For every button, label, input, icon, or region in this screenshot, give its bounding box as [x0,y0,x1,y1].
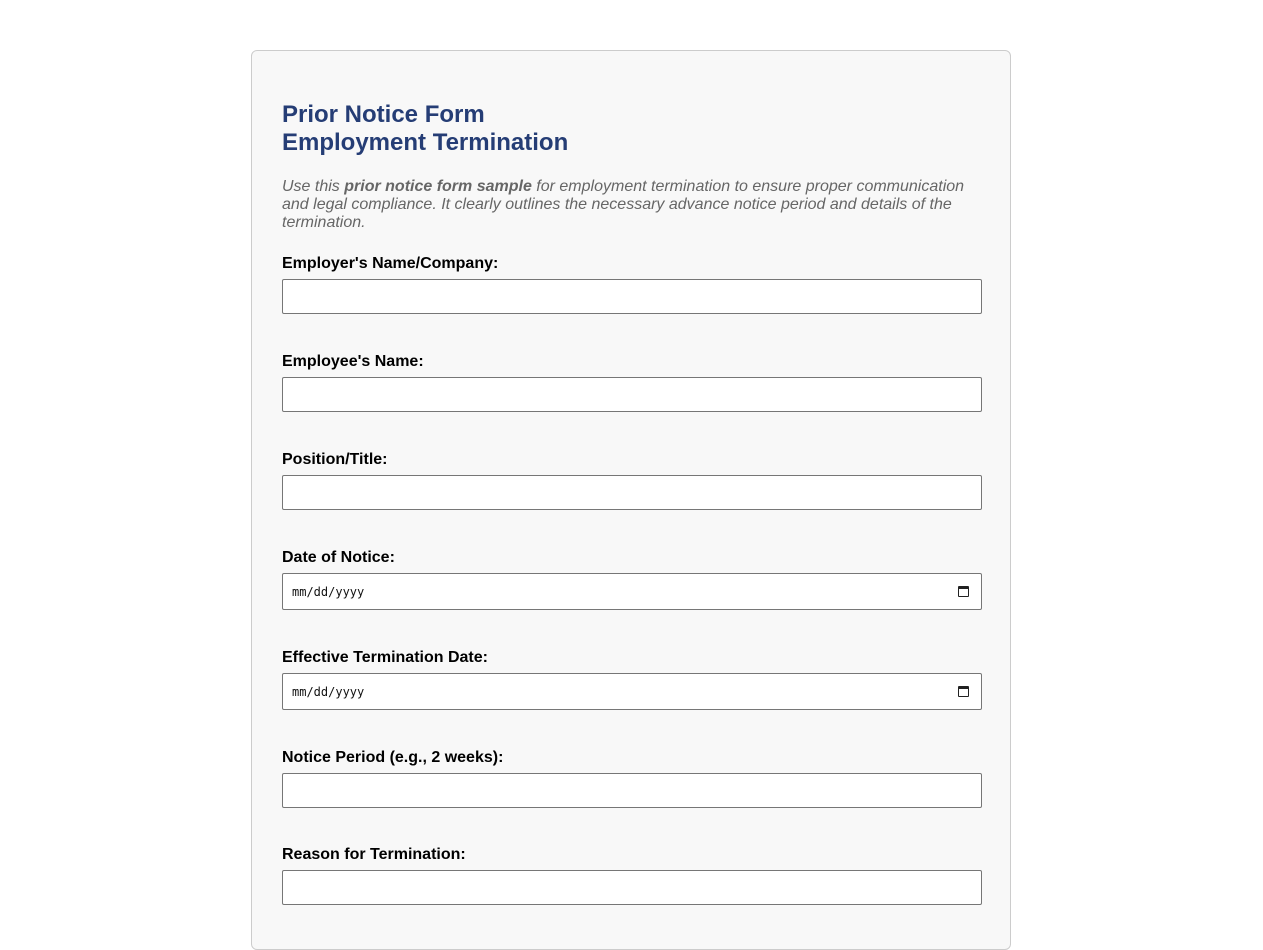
date-of-notice-label: Date of Notice: [282,549,395,566]
employee-name-field [282,353,982,412]
position-title-input[interactable] [282,475,982,510]
description-bold: prior notice form sample [344,178,532,195]
notice-period-field [282,749,982,808]
employer-name-label: Employer's Name/Company: [282,255,499,272]
calendar-icon[interactable] [958,586,969,597]
form-content [282,101,982,863]
effective-termination-date-input[interactable] [282,673,982,710]
date-of-notice-input[interactable] [282,573,982,610]
form-title [282,101,982,157]
description-prefix: Use this [282,178,345,195]
reason-for-termination-input[interactable] [282,870,982,905]
effective-termination-date-field [282,649,982,710]
notice-period-input[interactable] [282,773,982,808]
description-suffix: for employment termination to ensure proper communication and legal compliance. It clearly outlines the necessary advance notice period and details of the termination. [282,178,965,231]
employee-name-label: Employee's Name: [282,353,424,370]
effective-termination-date-label: Effective Termination Date: [282,649,488,666]
employer-name-field [282,255,982,314]
employee-name-input[interactable] [282,377,982,412]
employer-name-input[interactable] [282,279,982,314]
position-title-label: Position/Title: [282,451,388,468]
form-description [282,178,982,232]
date-placeholder: mm/dd/yyyy [292,585,365,599]
date-of-notice-field [282,549,982,610]
reason-for-termination-field [282,846,982,905]
calendar-icon[interactable] [958,686,969,697]
form-card [251,50,1011,950]
title-line-2: Employment Termination [282,129,569,156]
position-title-field [282,451,982,510]
title-line-1: Prior Notice Form [282,101,485,128]
reason-for-termination-label: Reason for Termination: [282,846,466,863]
notice-period-label: Notice Period (e.g., 2 weeks): [282,749,504,766]
date-placeholder: mm/dd/yyyy [292,685,365,699]
